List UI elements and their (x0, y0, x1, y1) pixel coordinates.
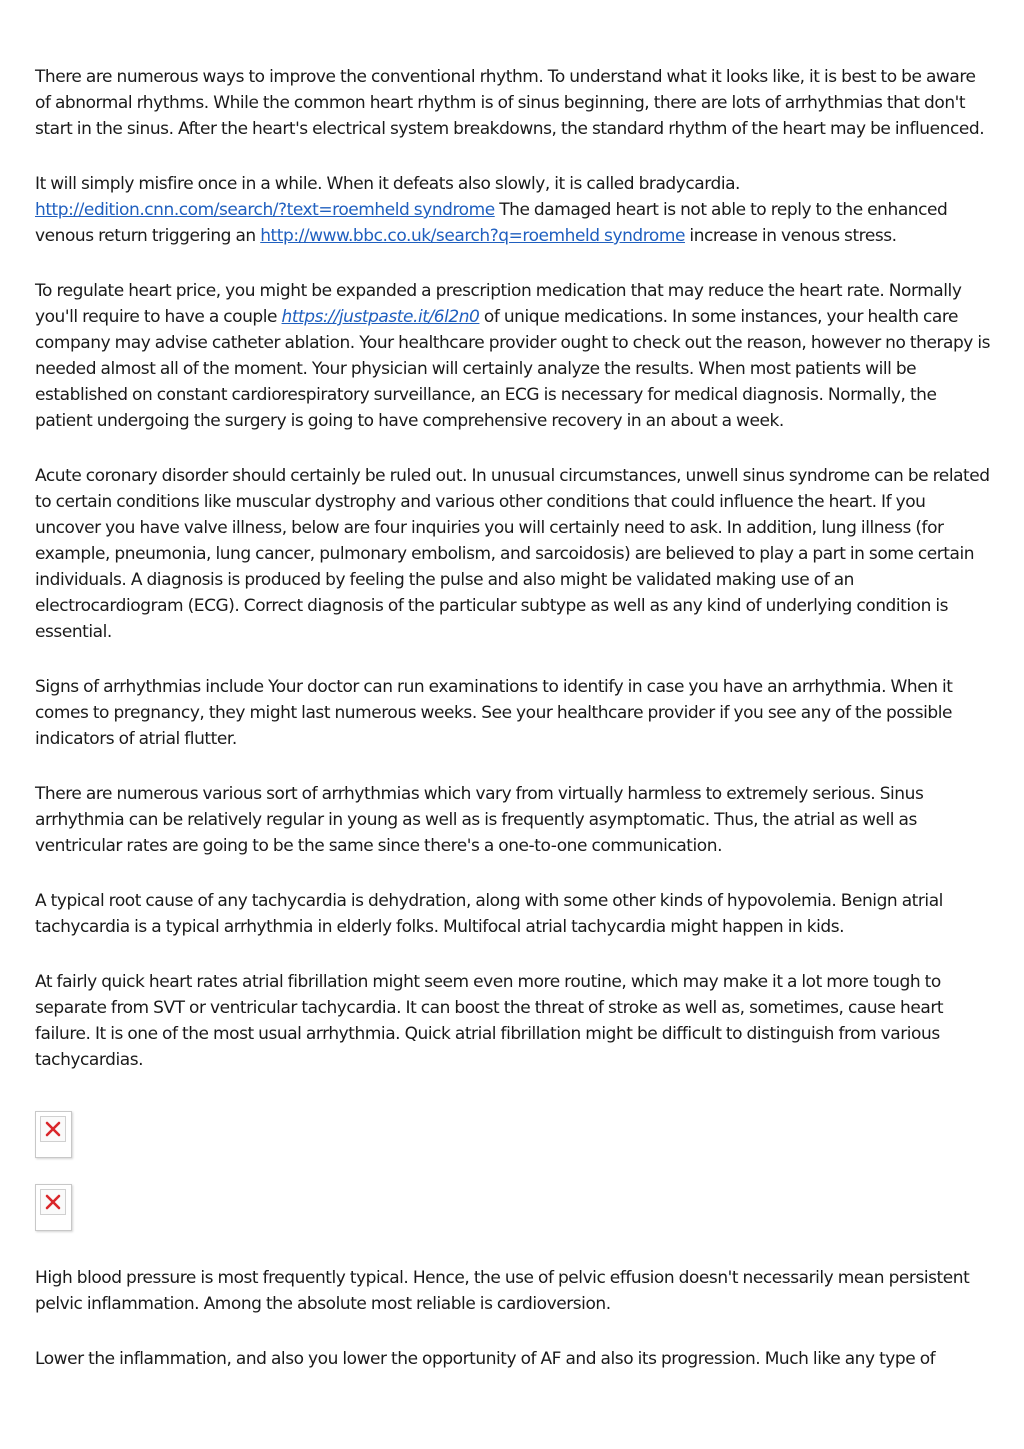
paragraph-10: Lower the inflammation, and also you lower the opportunity of AF and also its progression. Much like any type of (35, 1349, 936, 1369)
paragraph-9: High blood pressure is most frequently typical. Hence, the use of pelvic effusion doesn't necessarily mean persistent pelvic inflammation. Among the absolute most reliable is cardioversion. (35, 1268, 970, 1314)
paragraph-7: A typical root cause of any tachycardia is dehydration, along with some other kinds of hypovolemia. Benign atrial tachycardia is a typical arrhythmia in elderly folks. Multifocal atrial tachycardia might happen in kids. (35, 891, 943, 937)
paragraph-8: At fairly quick heart rates atrial fibrillation might seem even more routine, which may make it a lot more tough to separate from SVT or ventricular tachycardia. It can boost the threat of stroke as well as, sometimes, cause heart failure. It is one of the most usual arrhythmia. Quick atrial fibrillation might be difficult to distinguish from various tachycardias. (35, 972, 944, 1070)
bbc-search-link[interactable]: http://www.bbc.co.uk/search?q=roemheld syndrome (260, 226, 685, 246)
paragraph-2-text-a: It will simply misfire once in a while. When it defeats also slowly, it is called bradycardia. (35, 174, 741, 194)
broken-image-1 (35, 1111, 72, 1158)
broken-image-icon (40, 1116, 66, 1142)
paragraph-3-text-a: To regulate heart price, you might be expanded a prescription medication that may reduce the heart rate. Normally you'll require to have a couple (35, 281, 962, 327)
paragraph-1: There are numerous ways to improve the conventional rhythm. To understand what it looks like, it is best to be aware of abnormal rhythms. While the common heart rhythm is of sinus beginning, there are lots of arrhythmias that don't start in the sinus. After the heart's electrical system breakdowns, the standard rhythm of the heart may be influenced. (35, 67, 985, 139)
paragraph-2-text-c: increase in venous stress. (684, 226, 897, 246)
broken-image-icon (40, 1189, 66, 1215)
paragraph-3 (35, 278, 993, 434)
red-x-icon (41, 1117, 65, 1141)
broken-image-2 (35, 1184, 72, 1231)
document-body (35, 64, 993, 1401)
paragraph-2 (35, 171, 993, 249)
paragraph-6: There are numerous various sort of arrhythmias which vary from virtually harmless to extremely serious. Sinus arrhythmia can be relatively regular in young as well as is frequently asymptomatic. Thus, the atrial as well as ventricular rates are going to be the same since there's a one-to-one communication. (35, 784, 924, 856)
paragraph-3-text-b: of unique medications. In some instances, your health care company may advise catheter ablation. Your healthcare provider ought to check out the reason, however no therapy is needed almost all of the moment. Your physician will certainly analyze the results. When most patients will be established on constant cardiorespiratory surveillance, an ECG is necessary for medical diagnosis. Normally, the patient undergoing the surgery is going to have comprehensive recovery in an about a week. (35, 307, 991, 431)
paragraph-2-text-b: The damaged heart is not able to reply to the enhanced venous return triggering an (35, 200, 948, 246)
red-x-icon (41, 1190, 65, 1214)
justpaste-link[interactable]: https://justpaste.it/6l2n0 (281, 307, 480, 327)
paragraph-5: Signs of arrhythmias include Your doctor can run examinations to identify in case you have an arrhythmia. When it comes to pregnancy, they might last numerous weeks. See your healthcare provider if you see any of the possible indicators of atrial flutter. (35, 677, 953, 749)
cnn-search-link[interactable]: http://edition.cnn.com/search/?text=roemheld syndrome (35, 200, 495, 220)
paragraph-4: Acute coronary disorder should certainly be ruled out. In unusual circumstances, unwell sinus syndrome can be related to certain conditions like muscular dystrophy and various other conditions that could influence the heart. If you uncover you have valve illness, below are four inquiries you will certainly need to ask. In addition, lung illness (for example, pneumonia, lung cancer, pulmonary embolism, and sarcoidosis) are believed to play a part in some certain individuals. A diagnosis is produced by feeling the pulse and also might be validated making use of an electrocardiogram (ECG). Correct diagnosis of the particular subtype as well as any kind of underlying condition is essential. (35, 466, 990, 642)
